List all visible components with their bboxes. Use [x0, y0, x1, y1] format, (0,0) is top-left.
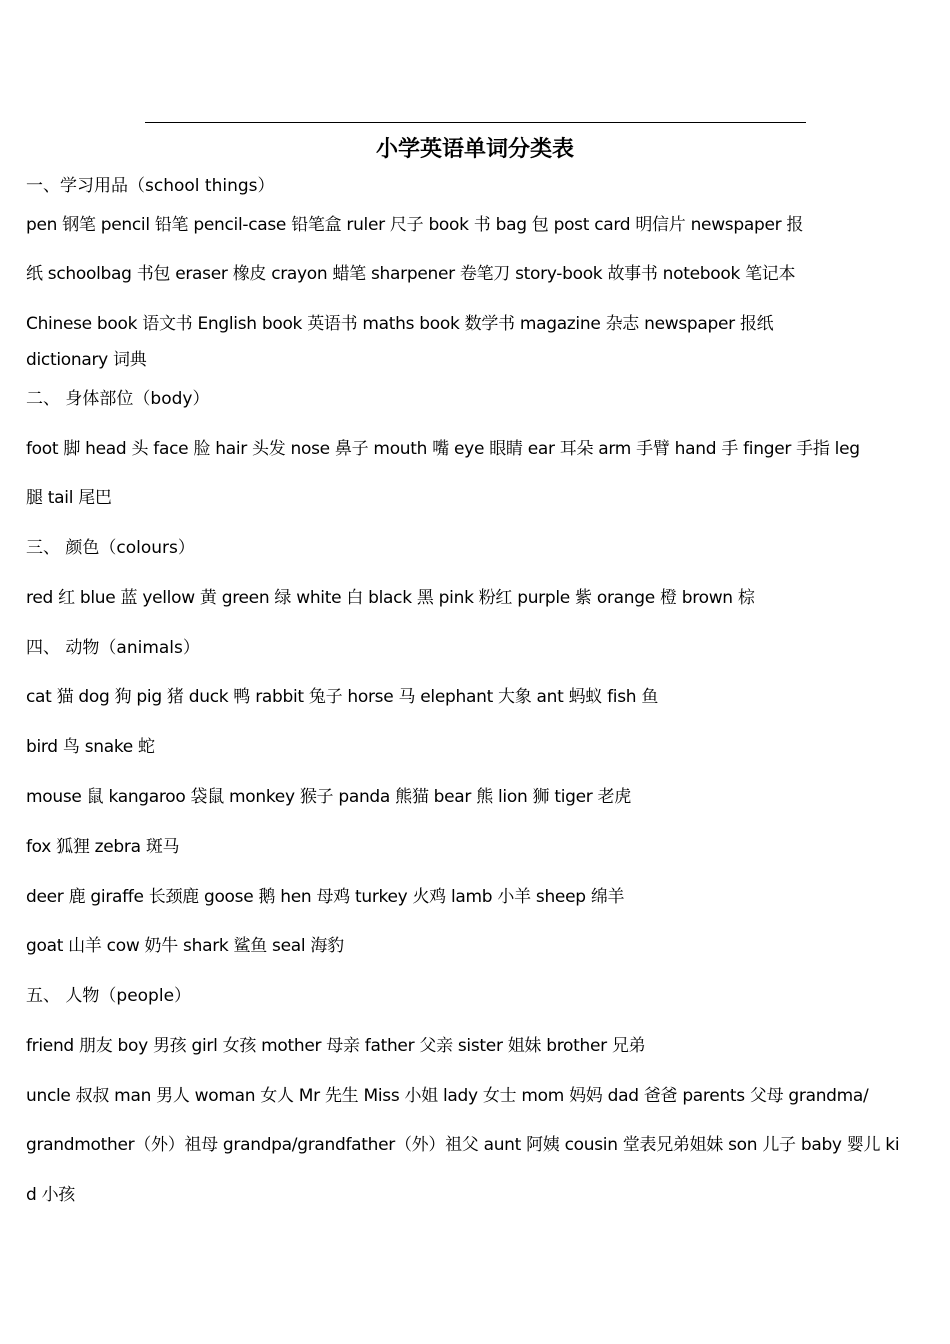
- vocab-line: deer 鹿 giraffe 长颈鹿 goose 鹅 hen 母鸡 turkey 火鸡 lamb 小羊 sheep 绵羊: [26, 887, 625, 907]
- vocab-line: Chinese book 语文书 English book 英语书 maths book 数学书 magazine 杂志 newspaper 报纸: [26, 314, 774, 334]
- vocab-line: friend 朋友 boy 男孩 girl 女孩 mother 母亲 father 父亲 sister 姐妹 brother 兄弟: [26, 1036, 646, 1056]
- vocab-line: cat 猫 dog 狗 pig 猪 duck 鸭 rabbit 兔子 horse 马 elephant 大象 ant 蚂蚁 fish 鱼: [26, 687, 659, 707]
- vocab-line: foot 脚 head 头 face 脸 hair 头发 nose 鼻子 mouth 嘴 eye 眼睛 ear 耳朵 arm 手臂 hand 手 finger 手指 leg: [26, 439, 860, 459]
- vocab-line: red 红 blue 蓝 yellow 黄 green 绿 white 白 black 黑 pink 粉红 purple 紫 orange 橙 brown 棕: [26, 588, 755, 608]
- vocab-line: mouse 鼠 kangaroo 袋鼠 monkey 猴子 panda 熊猫 bear 熊 lion 狮 tiger 老虎: [26, 787, 631, 807]
- section-heading-people: 五、 人物（people）: [26, 986, 192, 1006]
- section-heading-school-things: 一、学习用品（school things）: [26, 176, 275, 196]
- vocab-line: d 小孩: [26, 1185, 75, 1205]
- header-rule: [145, 122, 806, 123]
- section-heading-animals: 四、 动物（animals）: [26, 638, 200, 658]
- section-heading-body: 二、 身体部位（body）: [26, 389, 210, 409]
- vocab-line: bird 鸟 snake 蛇: [26, 737, 155, 757]
- vocab-line: dictionary 词典: [26, 350, 147, 370]
- section-heading-colours: 三、 颜色（colours）: [26, 538, 195, 558]
- vocab-line: 纸 schoolbag 书包 eraser 橡皮 crayon 蜡笔 sharpener 卷笔刀 story-book 故事书 notebook 笔记本: [26, 264, 796, 284]
- vocab-line: fox 狐狸 zebra 斑马: [26, 837, 180, 857]
- vocab-line: pen 钢笔 pencil 铅笔 pencil-case 铅笔盒 ruler 尺子 book 书 bag 包 post card 明信片 newspaper 报: [26, 215, 804, 235]
- vocab-line: grandmother（外）祖母 grandpa/grandfather（外）祖父 aunt 阿姨 cousin 堂表兄弟姐妹 son 儿子 baby 婴儿 ki: [26, 1135, 900, 1155]
- vocab-line: uncle 叔叔 man 男人 woman 女人 Mr 先生 Miss 小姐 lady 女士 mom 妈妈 dad 爸爸 parents 父母 grandma/: [26, 1086, 869, 1106]
- vocab-line: 腿 tail 尾巴: [26, 488, 112, 508]
- page-title: 小学英语单词分类表: [375, 136, 574, 162]
- vocab-line: goat 山羊 cow 奶牛 shark 鲨鱼 seal 海豹: [26, 936, 344, 956]
